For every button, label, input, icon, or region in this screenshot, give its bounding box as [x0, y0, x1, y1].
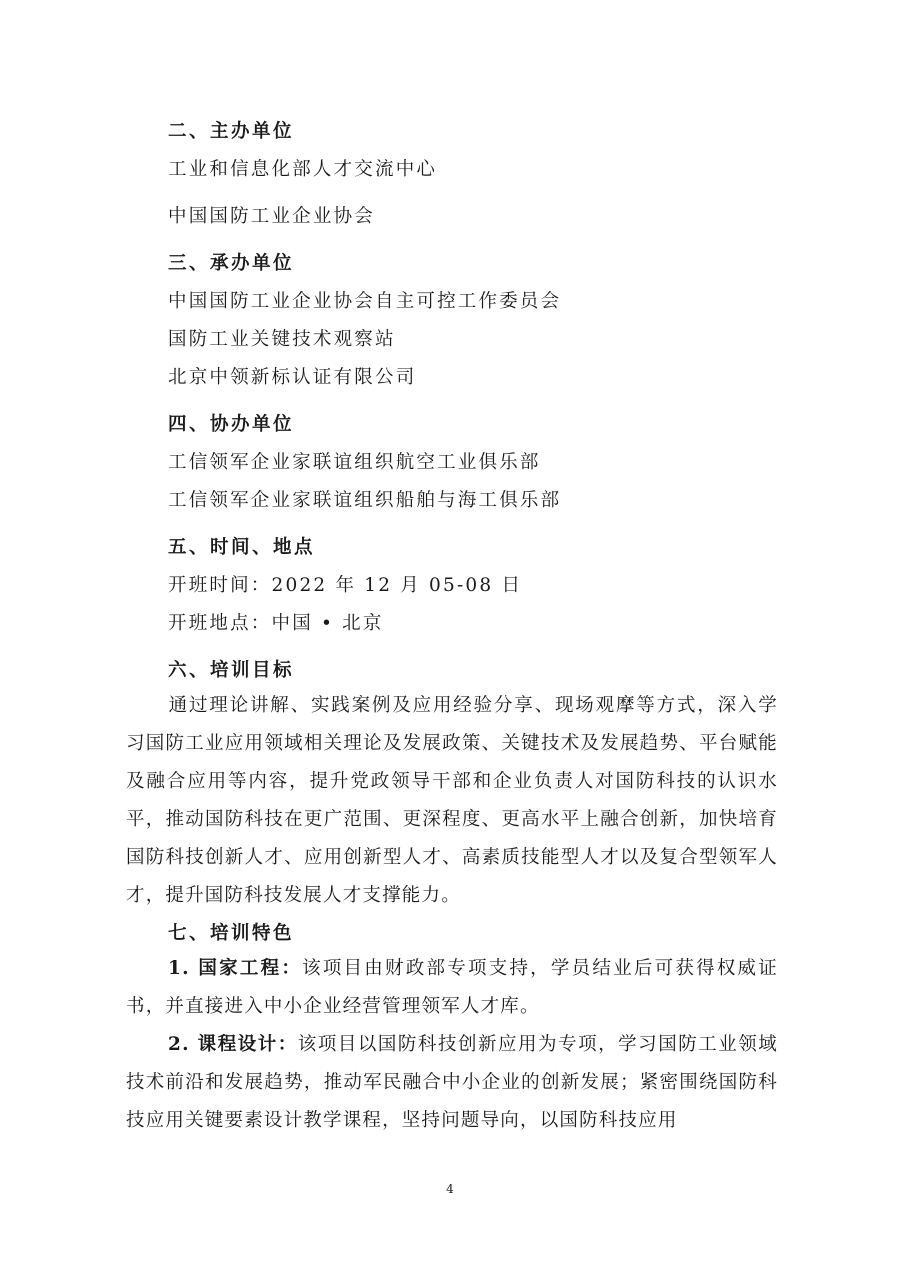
section4-item-1: 工信领军企业家联谊组织航空工业俱乐部 [168, 452, 541, 473]
section4-heading: 四、协办单位 [168, 414, 295, 435]
section3-item-3: 北京中领新标认证有限公司 [168, 367, 417, 388]
section6-heading: 六、培训目标 [168, 660, 295, 681]
feature-item-1 [126, 950, 778, 1026]
section2-item-1: 工业和信息化部人才交流中心 [168, 159, 438, 180]
section2-item-2: 中国国防工业企业协会 [168, 206, 376, 227]
feature-item-1-title: 1. 国家工程： [168, 958, 303, 979]
page-number: 4 [446, 1182, 454, 1196]
training-place: 开班地点：中国 • 北京 [168, 613, 384, 634]
feature-item-1-text: 该项目由财政部专项支持，学员结业后可获得权威证书，并直接进入中小企业经营管理领军人才库。 [126, 958, 778, 1017]
training-time: 开班时间：2022 年 12 月 05-08 日 [168, 575, 523, 596]
section3-heading: 三、承办单位 [168, 253, 295, 274]
section5-heading: 五、时间、地点 [168, 537, 316, 558]
section3-item-2: 国防工业关键技术观察站 [168, 329, 396, 350]
feature-item-2-text: 该项目以国防科技创新应用为专项，学习国防工业领域技术前沿和发展趋势，推动军民融合中小企业的创新发展；紧密围绕国防科技应用关键要素设计教学课程，坚持问题导向，以国防科技应用 [126, 1034, 778, 1131]
feature-item-2-title: 2. 课程设计： [168, 1034, 298, 1055]
section3-item-1: 中国国防工业企业协会自主可控工作委员会 [168, 291, 562, 312]
section7-heading: 七、培训特色 [168, 923, 295, 944]
training-goal-text: 通过理论讲解、实践案例及应用经验分享、现场观摩等方式，深入学习国防工业应用领域相关理论及发展政策、关键技术及发展趋势、平台赋能及融合应用等内容，提升党政领导干部和企业负责人对国防科技的认识水平，推动国防科技在更广范围、更深程度、更高水平上融合创新，加快培育国防科技创新人才、应用创新型人才、高素质技能型人才以及复合型领军人才，提升国防科技发展人才支撑能力。 [126, 695, 778, 906]
section4-item-2: 工信领军企业家联谊组织船舶与海工俱乐部 [168, 490, 562, 511]
training-goal-paragraph [126, 687, 778, 915]
section2-heading: 二、主办单位 [168, 121, 295, 142]
feature-item-2 [126, 1026, 778, 1140]
